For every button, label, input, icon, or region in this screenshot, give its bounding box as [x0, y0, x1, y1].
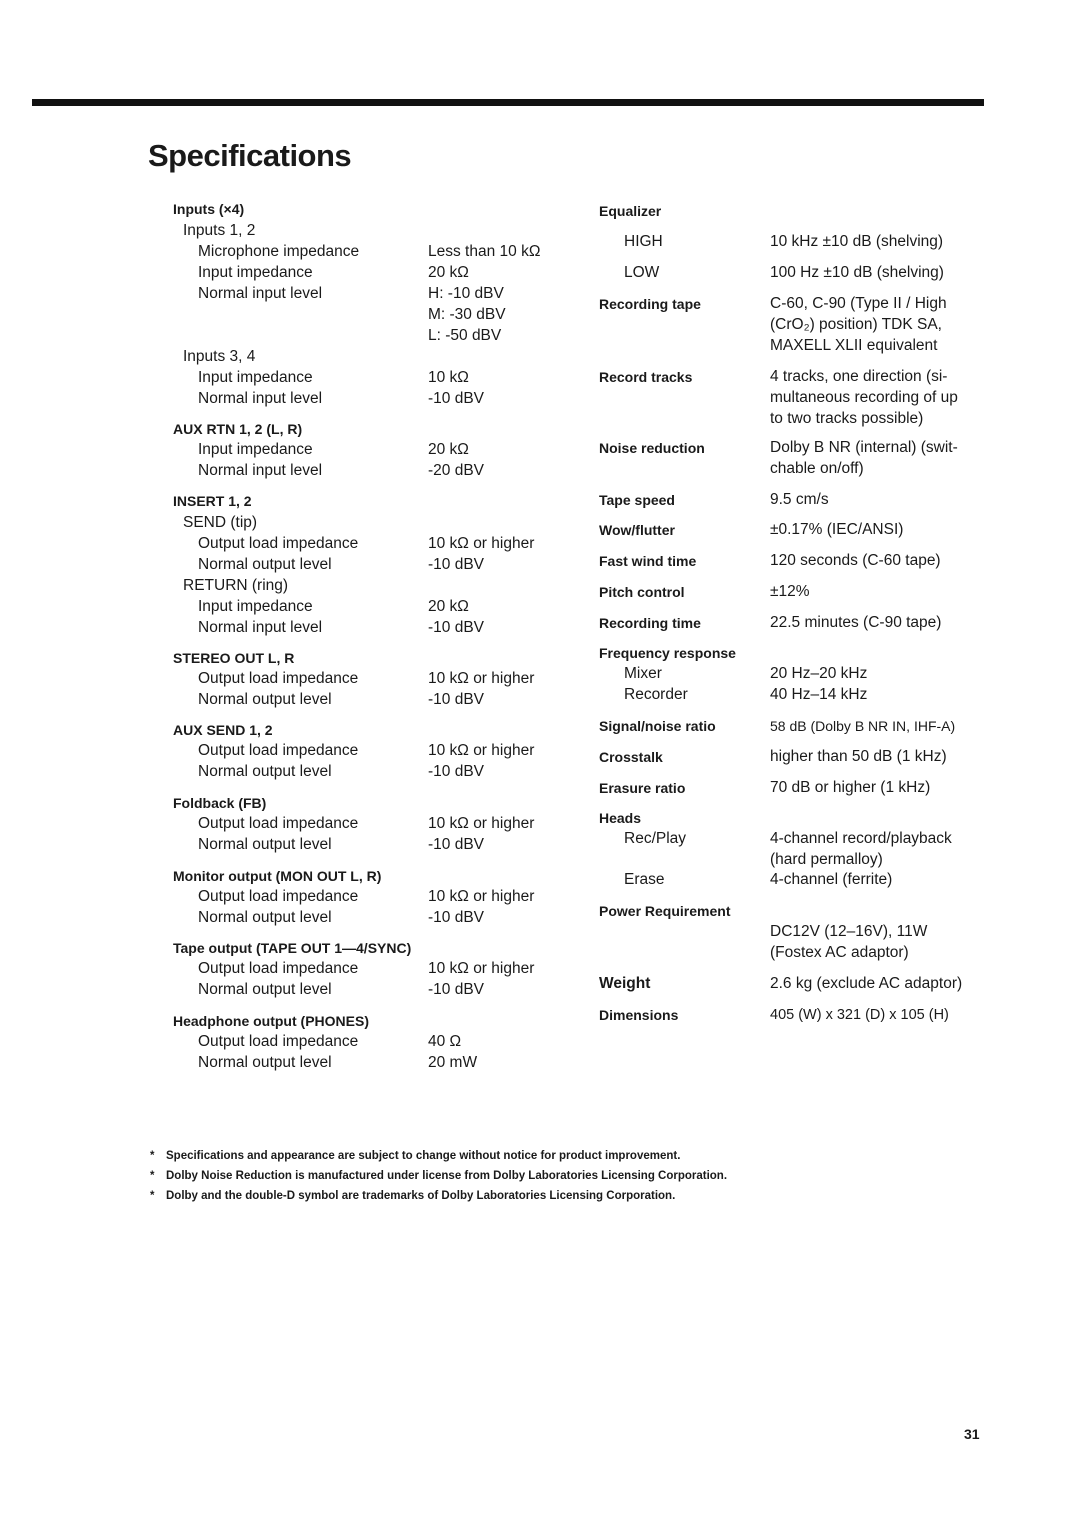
section-insert: INSERT 1, 2 [173, 493, 252, 509]
spec-value: -10 dBV [428, 390, 485, 407]
spec-value: Dolby B NR (internal) (swit- [770, 439, 958, 456]
page-title: Specifications [148, 138, 352, 173]
spec-label: Normal output level [198, 763, 332, 780]
subsection-inputs-3-4: Inputs 3, 4 [183, 348, 256, 365]
spec-value: -20 dBV [428, 462, 485, 479]
spec-label: Output load impedance [198, 1033, 359, 1050]
subsection-inputs-1-2: Inputs 1, 2 [183, 222, 256, 239]
spec-value: 10 kΩ or higher [428, 535, 535, 552]
spec-value: (Fostex AC adaptor) [770, 944, 909, 961]
footnote-mark: * [150, 1170, 155, 1182]
section-noise-reduction: Noise reduction [599, 440, 705, 456]
subsection-return: RETURN (ring) [183, 577, 289, 594]
spec-value: ±0.17% (IEC/ANSI) [770, 521, 904, 538]
section-equalizer: Equalizer [599, 203, 662, 219]
spec-label: Recorder [624, 686, 688, 703]
section-tape-speed: Tape speed [599, 492, 675, 508]
spec-value: 20 Hz–20 kHz [770, 665, 868, 682]
spec-value: Less than 10 kΩ [428, 243, 541, 260]
section-wow-flutter: Wow/flutter [599, 522, 675, 538]
page-number: 31 [964, 1426, 980, 1442]
header-rule [32, 99, 984, 106]
spec-value: 10 kΩ [428, 369, 469, 386]
section-recording-time: Recording time [599, 615, 701, 631]
footnote-mark: * [150, 1150, 155, 1162]
spec-value: 10 kHz ±10 dB (shelving) [770, 233, 944, 250]
spec-value: (hard permalloy) [770, 851, 883, 868]
section-tape-output: Tape output (TAPE OUT 1—4/SYNC) [173, 940, 412, 956]
spec-value: (CrO₂) position) TDK SA, [770, 316, 942, 333]
footnote-mark: * [150, 1190, 155, 1202]
spec-label: Output load impedance [198, 888, 359, 905]
spec-label: Normal output level [198, 1054, 332, 1071]
spec-label: Output load impedance [198, 742, 359, 759]
spec-value: -10 dBV [428, 763, 485, 780]
spec-value: DC12V (12–16V), 11W [770, 923, 928, 940]
spec-label: Rec/Play [624, 830, 687, 847]
footnotes [150, 1146, 727, 1206]
spec-label: Normal input level [198, 462, 323, 479]
spec-value: 405 (W) x 321 (D) x 105 (H) [770, 1007, 949, 1023]
spec-value: 10 kΩ or higher [428, 888, 535, 905]
spec-value: 9.5 cm/s [770, 491, 829, 508]
spec-value: 20 kΩ [428, 441, 469, 458]
spec-label: Normal output level [198, 909, 332, 926]
section-weight: Weight [599, 975, 651, 992]
section-erasure-ratio: Erasure ratio [599, 780, 686, 796]
section-record-tracks: Record tracks [599, 369, 693, 385]
section-recording-tape: Recording tape [599, 296, 701, 312]
spec-value: 120 seconds (C-60 tape) [770, 552, 941, 569]
spec-label: Normal output level [198, 836, 332, 853]
section-signal-noise: Signal/noise ratio [599, 718, 716, 734]
spec-value: multaneous recording of up [770, 389, 958, 406]
spec-label: Input impedance [198, 441, 313, 458]
spec-value: 4-channel (ferrite) [770, 871, 893, 888]
spec-label: Mixer [624, 665, 662, 682]
spec-value: -10 dBV [428, 836, 485, 853]
spec-value: 4-channel record/playback [770, 830, 952, 847]
spec-label: Normal input level [198, 285, 323, 302]
spec-value: 10 kΩ or higher [428, 742, 535, 759]
spec-value: -10 dBV [428, 909, 485, 926]
spec-value: 2.6 kg (exclude AC adaptor) [770, 975, 963, 992]
spec-label: LOW [624, 264, 660, 281]
spec-label: Normal input level [198, 390, 323, 407]
spec-value: 40 Hz–14 kHz [770, 686, 868, 703]
spec-value: 100 Hz ±10 dB (shelving) [770, 264, 944, 281]
spec-value: 70 dB or higher (1 kHz) [770, 779, 931, 796]
section-dimensions: Dimensions [599, 1007, 679, 1023]
spec-label: Input impedance [198, 598, 313, 615]
section-crosstalk: Crosstalk [599, 749, 663, 765]
spec-value: chable on/off) [770, 460, 864, 477]
spec-label: Output load impedance [198, 960, 359, 977]
section-inputs: Inputs (×4) [173, 201, 245, 217]
spec-value: 4 tracks, one direction (si- [770, 368, 948, 385]
subsection-send: SEND (tip) [183, 514, 258, 531]
spec-value: H: -10 dBV [428, 285, 504, 302]
spec-label: Normal output level [198, 981, 332, 998]
footnote: * Dolby and the double-D symbol are trademarks of Dolby Laboratories Licensing Corporation. [150, 1186, 727, 1206]
spec-label: Output load impedance [198, 815, 359, 832]
section-pitch-control: Pitch control [599, 584, 685, 600]
section-aux-send: AUX SEND 1, 2 [173, 722, 273, 738]
section-stereo-out: STEREO OUT L, R [173, 650, 295, 666]
section-headphone-output: Headphone output (PHONES) [173, 1013, 369, 1029]
spec-value: ±12% [770, 583, 810, 600]
spec-value: to two tracks possible) [770, 410, 924, 427]
spec-value: higher than 50 dB (1 kHz) [770, 748, 947, 765]
spec-label: Output load impedance [198, 670, 359, 687]
spec-label: Normal input level [198, 619, 323, 636]
section-frequency-response: Frequency response [599, 645, 736, 661]
spec-label: Input impedance [198, 264, 313, 281]
spec-value: -10 dBV [428, 691, 485, 708]
spec-label: Output load impedance [198, 535, 359, 552]
spec-value: -10 dBV [428, 981, 485, 998]
spec-value: 10 kΩ or higher [428, 960, 535, 977]
spec-value: 10 kΩ or higher [428, 815, 535, 832]
section-heads: Heads [599, 810, 642, 826]
section-fast-wind-time: Fast wind time [599, 553, 697, 569]
section-power-requirement: Power Requirement [599, 903, 731, 919]
spec-label: Input impedance [198, 369, 313, 386]
spec-value: 20 kΩ [428, 598, 469, 615]
section-monitor-output: Monitor output (MON OUT L, R) [173, 868, 382, 884]
section-aux-rtn: AUX RTN 1, 2 (L, R) [173, 421, 303, 437]
spec-value: MAXELL XLII equivalent [770, 337, 938, 354]
spec-value: -10 dBV [428, 556, 485, 573]
spec-value: 20 mW [428, 1054, 478, 1071]
spec-value: 20 kΩ [428, 264, 469, 281]
spec-value: 22.5 minutes (C-90 tape) [770, 614, 942, 631]
spec-label: Normal output level [198, 556, 332, 573]
section-foldback: Foldback (FB) [173, 795, 267, 811]
spec-label: HIGH [624, 233, 663, 250]
spec-value: 58 dB (Dolby B NR IN, IHF-A) [770, 718, 956, 734]
spec-value: -10 dBV [428, 619, 485, 636]
spec-value: C-60, C-90 (Type II / High [770, 295, 947, 312]
spec-label: Microphone impedance [198, 243, 360, 260]
spec-value: 10 kΩ or higher [428, 670, 535, 687]
footnote: * Specifications and appearance are subject to change without notice for product improvement. [150, 1146, 727, 1166]
spec-value: M: -30 dBV [428, 306, 506, 323]
spec-value: 40 Ω [428, 1033, 462, 1050]
footnote: * Dolby Noise Reduction is manufactured under license from Dolby Laboratories Licensing Corporation. [150, 1166, 727, 1186]
spec-value: L: -50 dBV [428, 327, 502, 344]
spec-label: Erase [624, 871, 665, 888]
spec-label: Normal output level [198, 691, 332, 708]
